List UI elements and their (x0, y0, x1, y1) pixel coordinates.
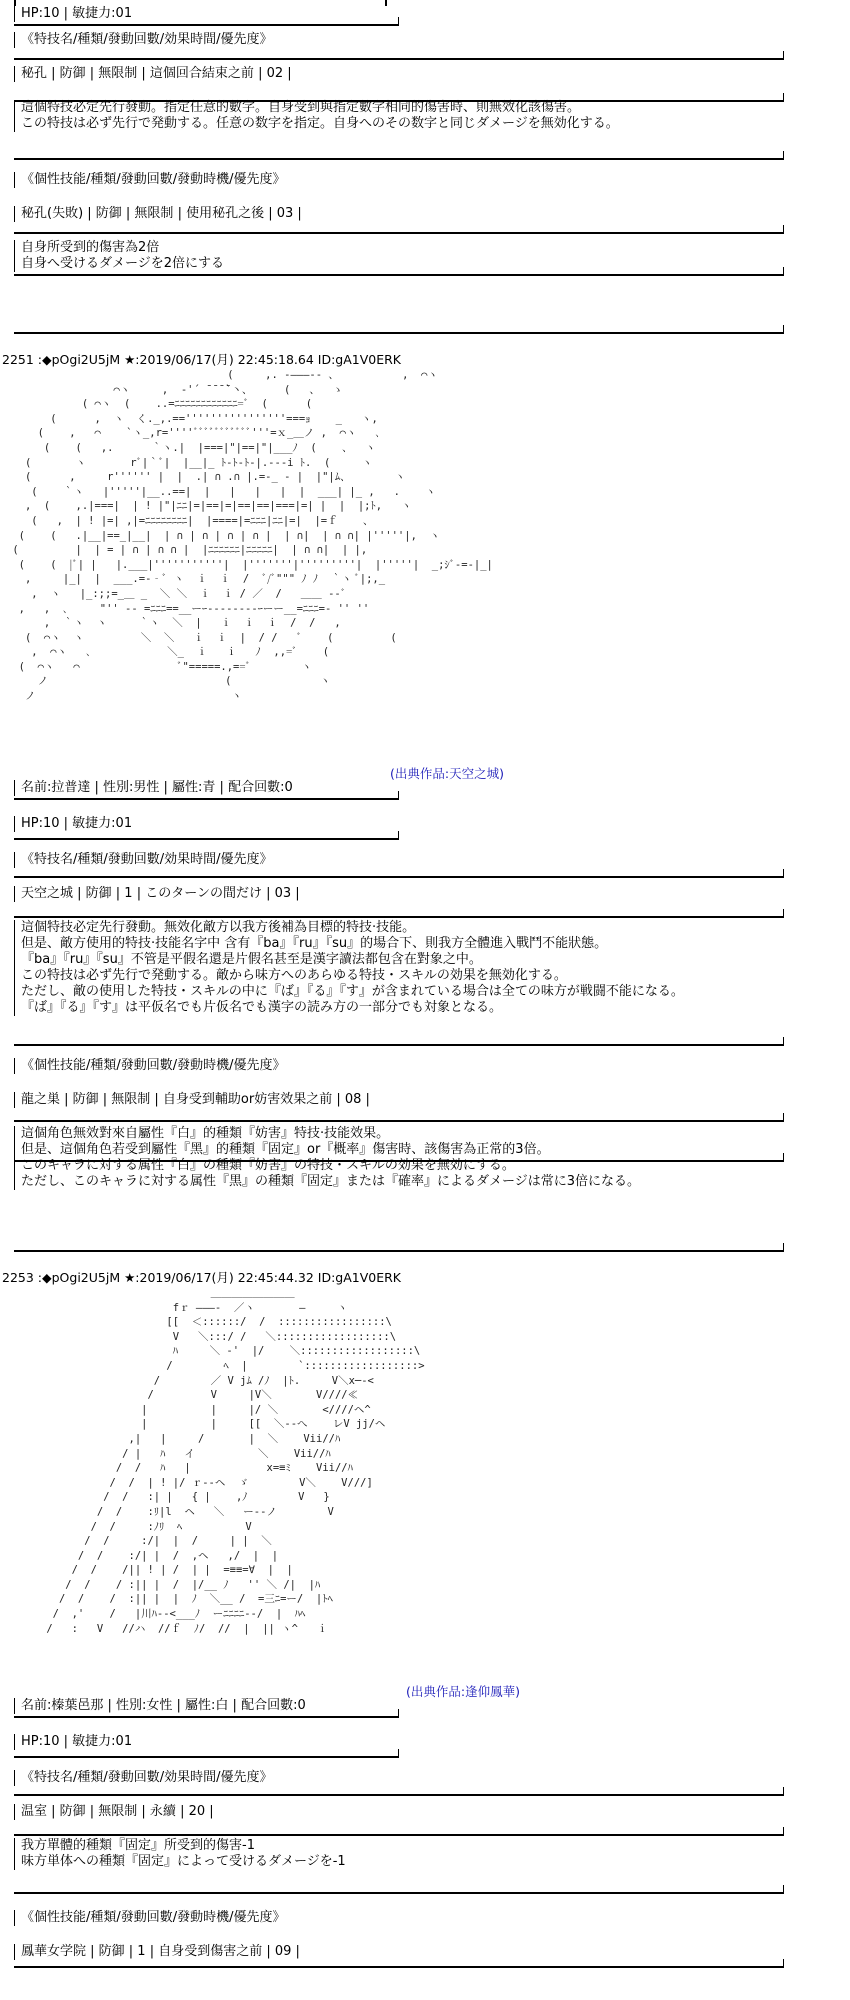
skill-desc-line: ただし、このキャラに対する属性『黒』の種類『固定』または『確率』によるダメージは常に3倍になる。 (21, 1174, 641, 1189)
skill-desc-line: 這個特技必定先行發動。指定任意的數字。自身受到與指定數字相同的傷害時、則無效化該傷害。 (21, 100, 581, 115)
skill-row: 天空之城 | 防御 | 1 | このターンの間だけ | 03 | (21, 886, 300, 901)
skill-desc-line: 但是、敵方使用的特技·技能名字中 含有『ba』『ru』『su』的場合下、則我方全體進入戰鬥不能狀態。 (21, 936, 608, 951)
ascii-art-yuna: ＿＿＿＿＿＿＿＿ fｒ ―――‐ ／ヽ ― ヽ [[ ＜::::::/ / :::::::::::::::::\ V ＼:::/ / ＼::::::::::::::::::\ ﾊ ＼ -' |/ ＼::::::::::::::::::\ / ﾍ | `::::::::::::::::::> / ／ V jﾑ /ﾉ |ﾄ. V＼x─‐< / V |V＼ V////≪ | | |/ ＼ <////ヘ^ | | [[ ＼--へ レV jj/ヘ ,| | / | ＼ Vii//ﾊ / | ﾊ イ ＼ Vii//ﾊ / / ﾊ | x=≡ﾐ Vii//ﾊ / / | ! |/ ｒ‐‐ヘ ゞ V＼ V///] / / :| | { | ,ﾉ V } / / :ﾘ|l ヘ ＼ ー‐‐ノ V / / :ﾉﾘ ﾍ V / / :/| | / | | ＼ / / :/| | / ,ヘ ,/ | | / / /|| ! | / | | =≡≡=∀ | | / / / :|| | / |/__ ﾉ '' ＼ /| |ﾊ / / / :|| | | ﾉ ＼__ / =三ﾆ=ー/ |ﾄﾍ / ,' / |川ﾊ--<___ﾉ ーﾆﾆﾆﾆ‐‐/ | ﾊﾍ / : V //ハ //ｆ ﾉ/ // | || ヽ^ ｉ (46, 1287, 425, 1635)
skill-header-box (14, 1910, 784, 1926)
divider (14, 1716, 399, 1718)
skill-header: 《特技名/種類/發動回數/効果時間/優先度》 (21, 32, 273, 47)
skill-header-box (14, 32, 784, 48)
skill-header-box (14, 172, 784, 188)
skill-desc-line: 味方単体への種類『固定』によって受けるダメージを-1 (21, 1854, 346, 1869)
skill-row: 秘孔(失敗) | 防御 | 無限制 | 使用秘孔之後 | 03 | (21, 206, 302, 221)
divider (14, 1250, 784, 1252)
skill-desc-line: この特技は必ず先行で発動する。敵から味方へのあらゆる特技・スキルの効果を無効化する。 (21, 968, 567, 983)
divider (14, 1756, 399, 1758)
skill-row-box (14, 886, 784, 902)
skill-row-box (14, 1092, 784, 1108)
name-row-box (14, 1698, 784, 1714)
skill-desc-line: 我方單體的種類『固定』所受到的傷害-1 (21, 1838, 255, 1853)
skill-row-box (14, 206, 784, 222)
stats-box (14, 1734, 784, 1750)
divider (14, 798, 399, 800)
skill-desc-line: 這個角色無效對來自屬性『白』的種類『妨害』特技·技能效果。 (21, 1126, 390, 1141)
skill-desc-line: 『ば』『る』『す』は平仮名でも片仮名でも漢字の読み方の一部分でも対象となる。 (21, 1000, 503, 1015)
skill-row-box (14, 1804, 784, 1820)
divider (14, 1892, 784, 1894)
skill-header-box (14, 1058, 784, 1074)
skill-desc-line: 自身所受到的傷害為2倍 (21, 240, 160, 255)
post-header: 2251 :◆pOgi2U5jM ★:2019/06/17(月) 22:45:18.64 ID:gA1V0ERK (2, 352, 402, 367)
ascii-art-laputa: ( ,. -―――‐- 、 , ⌒ヽ ⌒ヽ , ‐'´ ̄ ̄ ̄ ̄`丶、 ( 、 ゝ ( ⌒ヽ ( ..=ﾆﾆﾆﾆﾆﾆﾆﾆﾆﾆﾆﾆ=ﾞ ( ( ( , ヽ く._,.==''''''''''''''''===ｮ _ ヽ, ( , ⌒ `ヽ_,r=''''ﾞﾞﾞﾞﾞﾞﾞﾞﾞﾞﾞ'''=ｘ_＿ノ , ⌒ヽ ､ ( ( ,. ｀ヽ.| |===|"|==|"|___ﾉ ( 、 ヽ ( ヽ rﾞ|｀ﾞ| |__|_ ﾄ-ﾄ-ﾄ-|.--‐i ﾄ. ( ヽ ( , r'''''' | | .| ∩ .∩ |.=-_ - | |"|ﾑ、 ヽ ( ｀ヽ |'''''|__..==| | | | | | ___| |_ , . ヽ , ( ,.|===| | ! |"|ﾆﾆ|=|==|=|==|==|===|=| | | |;ﾄ, ヽ ( , | ! |=| ,|=ﾆﾆﾆﾆﾆﾆﾆﾆ| |====|=ﾆﾆﾆ|ﾆﾆ|=| |=ｆ 、 ( ( .|__|==_|__| | ∩ | ∩ | ∩ | ∩ | | ∩| | ∩ ∩| |'''''|, ヽ ( | | = | ∩ | ∩ ∩ | |ﾆﾆﾆﾆﾆﾆ|ﾆﾆﾆﾆﾆ| | ∩ ∩| | |, ( ( |ﾞ| | |.___|'''''''''''| |'''''''|'''''''''| |'''''| _;ｼﾞ-=-|_| , |_| | ___.=-‐ﾞ ヽ ｉ ｉ / ﾞ/ﾞ""" ﾉ ﾉ ｀ヽ ﾞ|;,_ , ヽ |_:;;=_＿ _ ＼ ＼ ｉ ｉ / ／ / ＿＿ -‐ﾞ , , ､ "'' ‐- =ﾆﾆﾆ==__ーｰ--------ｰーー__=ﾆﾆﾆ=- '' '' , ｀ヽ ヽ ｀ヽ ＼ | ｉ ｉ ｉ / / , ( ⌒ヽ ヽ ＼ ＼ ｉ ｉ | / / ﾞ ( ( , ⌒ヽ ､ ＼_ ｉ ｉ ﾉ ,,=ﾞ ( ( ⌒ヽ ⌒ ﾞ"=====.,==ﾞ ヽ ノ ( ヽ ノ ヽ (12, 369, 493, 703)
source-label: (出典作品:逢仰鳳華) (406, 1684, 520, 1699)
divider (14, 232, 784, 234)
name-row-box (14, 780, 784, 796)
character-card-2251 (14, 780, 784, 1190)
skill-desc-line: この特技は必ず先行で発動する。任意の数字を指定。自身へのその数字と同じダメージを無効化する。 (21, 116, 619, 131)
skill-desc-line: 這個特技必定先行發動。無效化敵方以我方後補為目標的特技·技能。 (21, 920, 416, 935)
divider (14, 1794, 784, 1796)
stats-box (14, 6, 784, 22)
name-row: 名前:榛葉邑那 | 性別:女性 | 屬性:白 | 配合回數:0 (21, 1698, 306, 1713)
skill-header: 《特技名/種類/發動回數/効果時間/優先度》 (21, 1770, 273, 1785)
character-card-2253 (14, 1698, 784, 1960)
skill-header: 《個性技能/種類/發動回數/發動時機/優先度》 (21, 172, 286, 187)
skill-header: 《個性技能/種類/發動回數/發動時機/優先度》 (21, 1058, 286, 1073)
skill-desc-box (14, 240, 784, 272)
divider (14, 158, 784, 160)
skill-header-box (14, 1770, 784, 1786)
skill-row: 温室 | 防御 | 無限制 | 永續 | 20 | (21, 1804, 214, 1819)
divider (14, 332, 784, 334)
skill-row: 鳳華女学院 | 防御 | 1 | 自身受到傷害之前 | 09 | (21, 1944, 300, 1959)
divider (14, 916, 784, 918)
name-row: 名前:拉普達 | 性別:男性 | 屬性:青 | 配合回數:0 (21, 780, 293, 795)
skill-desc-line: 自身へ受けるダメージを2倍にする (21, 256, 225, 271)
stats-line: HP:10 | 敏捷力:01 (21, 6, 133, 21)
source-label: (出典作品:天空之城) (390, 766, 504, 781)
stats-line: HP:10 | 敏捷力:01 (21, 816, 133, 831)
divider (14, 1044, 784, 1046)
divider (14, 838, 399, 840)
skill-header: 《個性技能/種類/發動回數/發動時機/優先度》 (21, 1910, 286, 1925)
skill-header-box (14, 852, 784, 868)
skill-header: 《特技名/種類/發動回數/効果時間/優先度》 (21, 852, 273, 867)
skill-desc-line: 但是、這個角色若受到屬性『黑』的種類『固定』or『概率』傷害時、該傷害為正常的3倍。 (21, 1142, 550, 1157)
skill-row-box (14, 1944, 784, 1960)
skill-desc-box (14, 1126, 784, 1190)
divider (14, 1966, 784, 1968)
divider (14, 876, 784, 878)
post-header: 2253 :◆pOgi2U5jM ★:2019/06/17(月) 22:45:44.32 ID:gA1V0ERK (2, 1270, 402, 1285)
skill-desc-line: 『ba』『ru』『su』不管是平假名還是片假名甚至是漢字讀法都包含在對象之中。 (21, 952, 482, 967)
skill-row: 龍之巣 | 防御 | 無限制 | 自身受到輔助or妨害效果之前 | 08 | (21, 1092, 370, 1107)
skill-desc-box (14, 920, 784, 1016)
skill-desc-box (14, 100, 784, 132)
divider (14, 1834, 784, 1836)
skill-desc-line: このキャラに対する属性『白』の種類『妨害』の特技・スキルの効果を無効にする。 (21, 1158, 515, 1173)
skill-row-box (14, 66, 784, 82)
skill-desc-line: ただし、敵の使用した特技・スキルの中に『ば』『る』『す』が含まれている場合は全ての味方が戦闘不能になる。 (21, 984, 684, 999)
divider (14, 58, 784, 60)
stats-box (14, 816, 784, 832)
skill-row: 秘孔 | 防御 | 無限制 | 這個回合結束之前 | 02 | (21, 66, 292, 81)
divider (14, 274, 784, 276)
character-card-1 (14, 6, 784, 272)
stats-line: HP:10 | 敏捷力:01 (21, 1734, 133, 1749)
divider (14, 24, 399, 26)
divider (14, 1120, 784, 1122)
skill-desc-box (14, 1838, 784, 1870)
